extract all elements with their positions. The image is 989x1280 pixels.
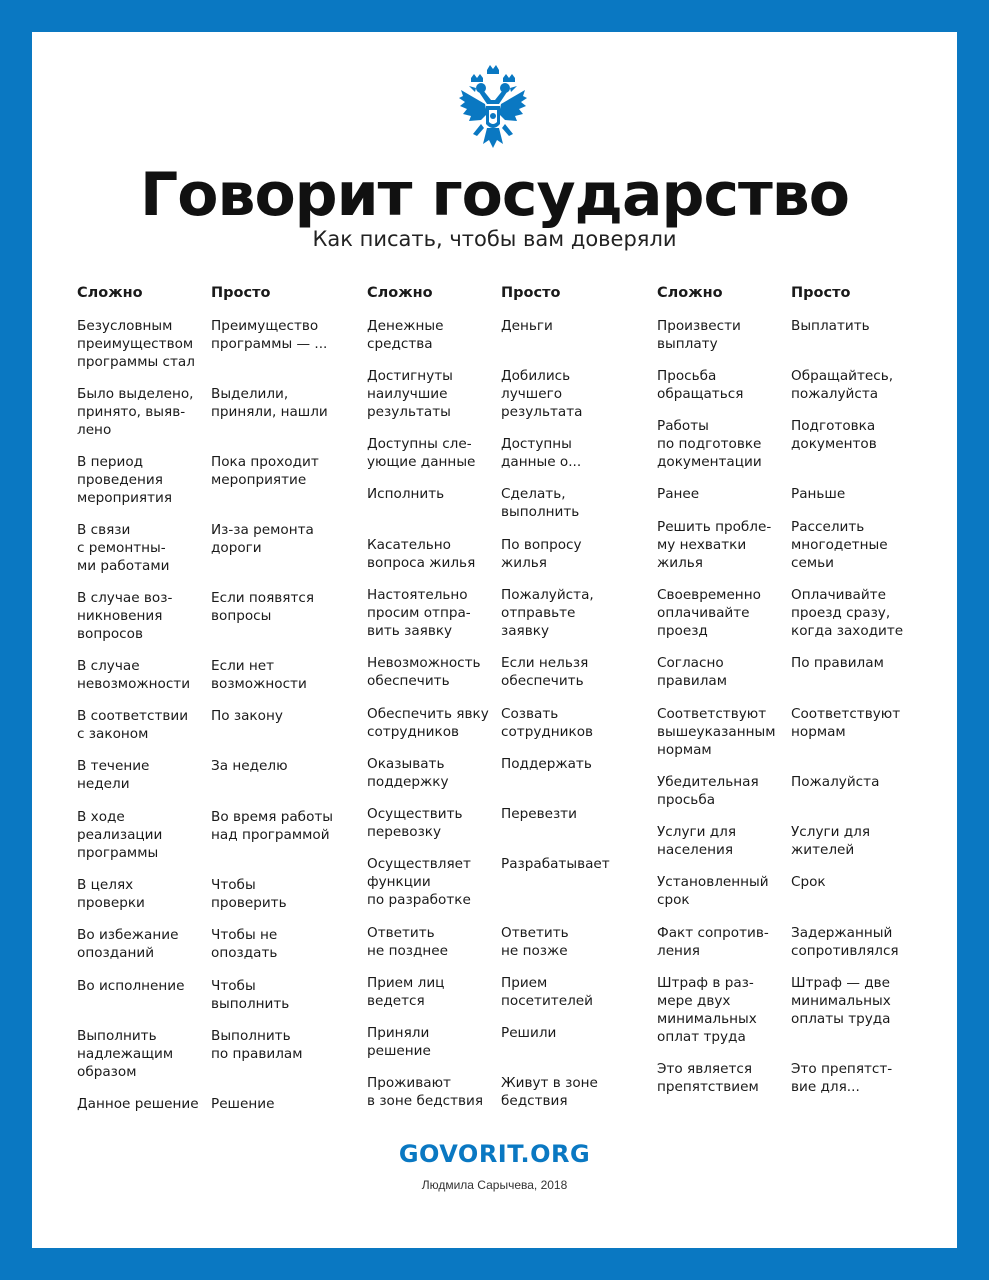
phrase-easy: По закону: [211, 708, 283, 724]
phrase-hard: Своевременно оплачивайте проезд: [657, 587, 761, 639]
phrase-hard: Прием лиц ведется: [367, 975, 445, 1009]
phrase-easy: Из-за ремонта дороги: [211, 522, 314, 556]
phrase-hard: В соответствии с законом: [77, 708, 189, 742]
phrase-hard: Просьба обращаться: [657, 368, 744, 402]
phrase-hard: Настоятельно просим отпра- вить заявку: [367, 587, 471, 639]
phrase-hard: Работы по подготовке документации: [657, 418, 762, 470]
column-header-hard: Сложно: [367, 285, 433, 301]
column-header-easy: Просто: [501, 285, 561, 301]
phrase-hard: Достигнуты наилучшие результаты: [367, 368, 453, 420]
phrase-easy: Чтобы проверить: [211, 877, 287, 911]
phrase-hard: Выполнить надлежащим образом: [77, 1028, 174, 1080]
phrase-hard: В случае невозможности: [77, 658, 191, 692]
phrase-easy: Если появятся вопросы: [211, 590, 315, 624]
phrase-hard: Штраф в раз- мере двух минимальных оплат труда: [657, 975, 757, 1045]
phrase-easy: Деньги: [501, 318, 553, 334]
phrase-easy: Обращайтесь, пожалуйста: [791, 368, 894, 402]
phrase-hard: Ранее: [657, 486, 700, 502]
phrase-hard: Безусловным преимуществом программы стал: [77, 318, 195, 370]
phrase-easy: Ответить не позже: [501, 925, 569, 959]
poster-subtitle: Как писать, чтобы вам доверяли: [312, 227, 677, 251]
phrase-hard: Это является препятствием: [657, 1061, 759, 1095]
site-link[interactable]: GOVORIT.ORG: [398, 1140, 591, 1168]
phrase-hard: Осуществляет функции по разработке: [367, 856, 471, 908]
phrase-easy: Задержанный сопротивлялся: [791, 925, 899, 959]
phrase-hard: Во избежание опозданий: [77, 927, 179, 961]
phrase-easy: Подготовка документов: [791, 418, 877, 452]
phrase-easy: Расселить многодетные семьи: [791, 519, 888, 571]
phrase-easy: Чтобы не опоздать: [211, 927, 278, 961]
phrase-hard: В течение недели: [77, 758, 150, 792]
phrase-hard: Установленный срок: [657, 874, 769, 908]
double-headed-eagle-icon: [457, 64, 529, 164]
phrase-easy: Добились лучшего результата: [501, 368, 583, 420]
phrase-easy: Пока проходит мероприятие: [211, 454, 319, 488]
phrase-easy: Услуги для жителей: [791, 824, 871, 858]
phrase-hard: Исполнить: [367, 486, 445, 502]
phrase-hard: Проживают в зоне бедствия: [367, 1075, 484, 1109]
phrase-hard: Услуги для населения: [657, 824, 737, 858]
phrase-hard: Произвести выплату: [657, 318, 741, 352]
poster-title: Говорит государство: [140, 160, 849, 230]
phrase-hard: Согласно правилам: [657, 655, 727, 689]
phrase-easy: Преимущество программы — ...: [211, 318, 328, 352]
phrase-easy: Оплачивайте проезд сразу, когда заходите: [791, 587, 904, 639]
phrase-hard: Приняли решение: [367, 1025, 431, 1059]
phrase-hard: Денежные средства: [367, 318, 444, 352]
phrase-easy: Разрабатывает: [501, 856, 610, 872]
phrase-easy: Выделили, приняли, нашли: [211, 386, 328, 420]
phrase-hard: Соответствуют вышеуказанным нормам: [657, 706, 776, 758]
phrase-hard: В ходе реализации программы: [77, 809, 163, 861]
phrase-hard: Факт сопротив- ления: [657, 925, 769, 959]
phrase-easy: Соответствуют нормам: [791, 706, 901, 740]
phrase-hard: Решить пробле- му нехватки жилья: [657, 519, 772, 571]
phrase-easy: За неделю: [211, 758, 288, 774]
phrase-hard: Доступны сле- ующие данные: [367, 436, 476, 470]
column-header-easy: Просто: [211, 285, 271, 301]
phrase-easy: Это препятст- вие для...: [791, 1061, 893, 1095]
phrase-easy: Если нет возможности: [211, 658, 307, 692]
phrase-easy: Доступны данные о...: [501, 436, 582, 470]
phrase-easy: Во время работы над программой: [211, 809, 334, 843]
phrase-hard: В связи с ремонтны- ми работами: [77, 522, 170, 574]
phrase-easy: Пожалуйста: [791, 774, 880, 790]
phrase-hard: Осуществить перевозку: [367, 806, 463, 840]
phrase-easy: Созвать сотрудников: [501, 706, 594, 740]
phrase-easy: Прием посетителей: [501, 975, 593, 1009]
phrase-easy: Решение: [211, 1096, 275, 1112]
poster-sheet: [32, 32, 957, 1248]
phrase-hard: Было выделено, принято, выяв- лено: [77, 386, 194, 438]
column-header-easy: Просто: [791, 285, 851, 301]
phrase-easy: По правилам: [791, 655, 884, 671]
phrase-easy: Штраф — две минимальных оплаты труда: [791, 975, 891, 1027]
phrase-easy: Выплатить: [791, 318, 870, 334]
phrase-easy: Перевезти: [501, 806, 577, 822]
phrase-easy: Если нельзя обеспечить: [501, 655, 589, 689]
phrase-easy: Выполнить по правилам: [211, 1028, 303, 1062]
column-header-hard: Сложно: [657, 285, 723, 301]
phrase-easy: Срок: [791, 874, 826, 890]
phrase-hard: В период проведения мероприятия: [77, 454, 173, 506]
phrase-easy: Живут в зоне бедствия: [501, 1075, 598, 1109]
phrase-easy: Решили: [501, 1025, 557, 1041]
phrase-hard: Убедительная просьба: [657, 774, 759, 808]
phrase-hard: В случае воз- никновения вопросов: [77, 590, 173, 642]
column-header-hard: Сложно: [77, 285, 143, 301]
phrase-hard: Во исполнение: [77, 978, 185, 994]
phrase-easy: Поддержать: [501, 756, 592, 772]
phrase-easy: По вопросу жилья: [501, 537, 582, 571]
phrase-hard: Данное решение: [77, 1096, 199, 1112]
phrase-easy: Чтобы выполнить: [211, 978, 290, 1012]
phrase-hard: Оказывать поддержку: [367, 756, 449, 790]
phrase-hard: Ответить не позднее: [367, 925, 449, 959]
phrase-hard: В целях проверки: [77, 877, 145, 911]
phrase-easy: Пожалуйста, отправьте заявку: [501, 587, 594, 639]
phrase-hard: Касательно вопроса жилья: [367, 537, 476, 571]
phrase-easy: Сделать, выполнить: [501, 486, 580, 520]
author-credit: Людмила Сарычева, 2018: [421, 1178, 568, 1192]
phrase-hard: Обеспечить явку сотрудников: [367, 706, 489, 740]
phrase-easy: Раньше: [791, 486, 846, 502]
phrase-hard: Невозможность обеспечить: [367, 655, 481, 689]
